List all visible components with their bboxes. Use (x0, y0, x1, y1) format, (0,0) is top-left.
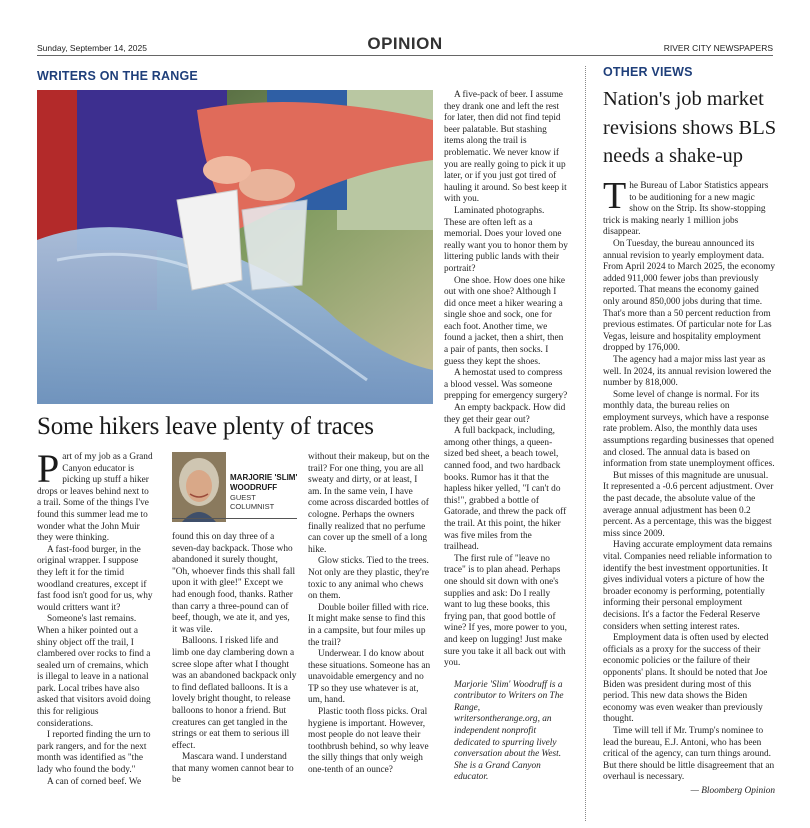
article-paragraph: Laminated photographs. These are often left as a memorial. Does your loved one really want you to honor them by littering public lands with their portrait? (444, 205, 568, 274)
publication-name: RIVER CITY NEWSPAPERS (663, 43, 773, 53)
article-paragraph: Plastic tooth floss picks. Oral hygiene is important. However, most people do not leave their toothbrush behind, so why leave the silly things that only weigh one-tenth of an ounce? (308, 707, 429, 776)
article-paragraph: Balloons. I risked life and limb one day clambering down a scree slope after what I thought was an abandoned backpack only to find deflated balloons. It is a lovely bright thought, to release balloons to honor a friend. But creatures can get tangled in the strings or eat them to serious ill effect. (172, 636, 297, 751)
article-paragraph: The first rule of "leave no trace" is to plan ahead. Perhaps one should sit down with one's supplies and ask: Do I really want to lug these books, this frying pan, that good bottle of wine? If yes, more power to you, and keep on lugging! Just make sure you take it all back out with you. (444, 553, 567, 669)
article-paragraph: A full backpack, including, among other things, a queen-sized bed sheet, a beach towel, canned food, and two hardback books. Rumor has it that the hapless hiker yelled, "I can't do this!", grabbed a bottle of Gatorade, and threw the pack off the trail. At this point, the hiker was five miles from the trailhead. (444, 426, 567, 553)
article-paragraph: Double boiler filled with rice. It might make sense to find this in a campsite, but four miles up the trail? (308, 602, 429, 648)
masthead-date: Sunday, September 14, 2025 (37, 43, 147, 53)
editorial-paragraph: But misses of this magnitude are unusual. It represented a -0.6 percent adjustment. Over the past decade, the absolute value of the average annual adjustment has been 0.2 percent. As a percentage, this was the biggest miss since 2009. (603, 470, 774, 539)
drop-cap: P (37, 446, 60, 491)
article-paragraph: without their makeup, but on the trail? For one thing, you are all sweaty and dirty, or at least, I am. In the same vein, I have come across discarded bottles of cologne. Perhaps the owners finally realized that no perfume can cover up the smell of a long hike. (308, 452, 430, 555)
article-paragraph: Someone's last remains. When a hiker pointed out a shiny object off the trail, I clambered over rocks to find a sealed urn of cremains, which is illegal to leave in a national park. Local tribes have also asked that visitors avoid doing this for religious considerations. (37, 614, 151, 729)
article-column-1 (37, 446, 155, 788)
author-bio: Marjorie 'Slim' Woodruff is a contributor to Writers on The Range, writersontherange.org, an independent nonprofit dedicated to spurring lively conversation about the West. She is a Grand Canyon educator. (454, 679, 564, 783)
article-paragraph: A fast-food burger, in the original wrapper. I suppose they left it for the timid woodland creatures, except if fast food isn't good for us, why would critters want it? (37, 544, 153, 613)
editorial-paragraph: Some level of change is normal. For its monthly data, the bureau relies on employment surveys, which have a response rate problem. Also, the monthly data uses assumptions regarding businesses that opened and closed. The annual data is based on information from state unemployment offices. (603, 389, 775, 470)
editorial-body (603, 175, 775, 797)
article-column-2 (172, 532, 297, 787)
byline-rule (172, 518, 297, 519)
article-paragraph: Underwear. I do know about these situations. Someone has an unavoidable emergency and no TP so they use whatever is at, um, hand. (308, 649, 431, 706)
article-headline: Some hikers leave plenty of traces (37, 413, 374, 440)
column-divider (585, 66, 586, 821)
article-paragraph (37, 446, 155, 545)
article-column-4 (444, 90, 568, 784)
article-paragraph: An empty backpack. How did they get their gear out? (444, 403, 566, 425)
article-column-3 (308, 452, 432, 777)
article-paragraph: Glow sticks. Tied to the trees. Not only are they plastic, they're toxic to any animal who chews on them. (308, 556, 429, 602)
section-title: OPINION (367, 34, 443, 53)
editorial-paragraph: Time will tell if Mr. Trump's nominee to lead the bureau, E.J. Antoni, who has been critical of the agency, can turn things around. But there should be little disagreement that an overhaul is necessary. (603, 725, 775, 783)
author-photo (172, 452, 226, 522)
hikers-trash-photo (37, 90, 433, 404)
article-paragraph: A five-pack of beer. I assume they drank one and left the rest for later, then did not find tepid beer palatable. But stashing items along the trail is problematic. We never know if you are really going to pick it up later, or if you just got tired of hauling it around. So best keep it with you. (444, 90, 567, 205)
paragraph-text: art of my job as a Grand Canyon educator is picking up stuff a hiker drops or leaves behind next to a trail. Some of the things I've found this summer lead me to wonder what the John Muir they were thinking. (37, 452, 153, 544)
masthead-rule (37, 55, 773, 56)
drop-cap: T (603, 175, 627, 217)
article-paragraph: found this on day three of a seven-day backpack. Those who abandoned it surely thought, "Oh, whoever finds this shall fall upon it with glee!" Except we had enough food, thanks. Rather than carry a three-pound can of beef, though, we ate it, and yes, it was vile. (172, 532, 296, 635)
article-paragraph: One shoe. How does one hike out with one shoe? Although I did once meet a hiker wearing a single shoe and sock, one for each foot. Another time, we found a jacket, then a shirt, then a pair of pants, then socks. I guess they kept the shoes. (444, 275, 566, 367)
article-paragraph: Mascara wand. I understand that many women cannot bear to be (172, 752, 294, 786)
editorial-paragraph: Employment data is often used by elected officials as a proxy for the success of their economic policies or the failure of their opponents' plans. It should be noted that Joe Biden was president during most of this period. This new data shows the Biden economy was even weaker than previously thought. (603, 633, 769, 725)
article-paragraph: A can of corned beef. We (47, 776, 142, 787)
editorial-paragraph: The agency had a major miss last year as well. In 2024, its annual revision lowered the number by 818,000. (603, 354, 772, 389)
editorial-paragraph (603, 175, 775, 239)
editorial-headline: Nation's job market revisions shows BLS needs a shake-up (603, 88, 777, 167)
section-label-other-views: OTHER VIEWS (603, 65, 693, 79)
author-role: GUEST COLUMNIST (230, 493, 275, 511)
author-byline (172, 452, 297, 524)
section-label-writers: WRITERS ON THE RANGE (37, 69, 198, 83)
author-name: MARJORIE 'SLIM' WOODRUFF (230, 473, 298, 492)
editorial-paragraph: On Tuesday, the bureau announced its annual revision to yearly employment data. From April 2024 to March 2025, the economy added 911,000 fewer jobs than previously reported. That means the economy gained only around 850,000 jobs during that time. That's more than a 50 percent reduction from previous estimates. Of particular note for Las Vegas, leisure and hospitality employment dropped by 176,000. (603, 238, 775, 354)
editorial-credit: — Bloomberg Opinion (690, 785, 775, 796)
article-paragraph: I reported finding the urn to park rangers, and for the next month was identified as "the lady who found the body." (37, 730, 151, 776)
editorial-paragraph: Having accurate employment data remains vital. Companies need reliable information to identify the best investment opportunities. It gives individual voters a picture of how the broader economy is performing, potentially informing their personal employment decisions. It's a factor the Federal Reserve considers when setting interest rates. (603, 540, 773, 632)
paragraph-text: he Bureau of Labor Statistics appears to be auditioning for a new magic show on the Strip. Its show-stopping trick is making nearly 1 million jobs disappear. (603, 181, 769, 238)
article-paragraph: A hemostat used to compress a blood vessel. Was someone prepping for emergency surgery? (444, 368, 568, 402)
